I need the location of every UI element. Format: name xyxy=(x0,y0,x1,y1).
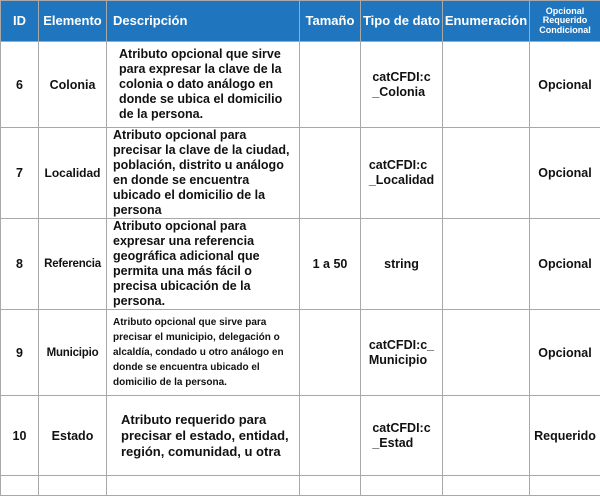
table-row xyxy=(1,128,600,219)
row-elemento: Referencia xyxy=(39,219,107,310)
row-tipo-line2: _Estad xyxy=(372,436,413,450)
row-elemento: Localidad xyxy=(39,128,107,219)
row-tamano xyxy=(300,396,361,476)
row-elemento: Colonia xyxy=(39,42,107,128)
row-descripcion-text: Atributo opcional que sirve para expresar la clave de la colonia o dato análogo en donde se ubica el domicilio de la persona. xyxy=(119,47,293,122)
header-enumeracion: Enumeración xyxy=(443,1,530,42)
row-tipo-line2: Municipio xyxy=(369,353,427,367)
row-tipo-line1: catCFDI:c_ xyxy=(369,338,434,352)
row-id: 10 xyxy=(1,396,39,476)
row-tamano xyxy=(300,42,361,128)
header-opcional-line3: Condicional xyxy=(530,26,600,35)
row-enumeracion xyxy=(443,128,530,219)
header-tipo: Tipo de dato xyxy=(361,1,443,42)
row-requerido: Opcional xyxy=(530,128,600,219)
row-tipo-line1: catCFDI:c xyxy=(369,158,427,172)
table-row xyxy=(1,310,600,396)
header-tamano: Tamaño xyxy=(300,1,361,42)
table-row-partial xyxy=(1,476,600,496)
header-opcional xyxy=(530,1,600,42)
row-requerido: Opcional xyxy=(530,310,600,396)
table-row xyxy=(1,396,600,476)
row-enumeracion xyxy=(443,310,530,396)
row-tipo xyxy=(361,219,443,310)
row-tipo-line1: catCFDI:c xyxy=(372,421,430,435)
row-tamano: 1 a 50 xyxy=(300,219,361,310)
row-id: 6 xyxy=(1,42,39,128)
row-descripcion-text: Atributo requerido para precisar el estado, entidad, región, comunidad, u otra xyxy=(121,412,293,460)
row-tamano xyxy=(300,128,361,219)
row-tamano xyxy=(300,310,361,396)
row-elemento: Municipio xyxy=(39,310,107,396)
row-tipo xyxy=(361,128,443,219)
row-descripcion xyxy=(107,396,300,476)
row-id: 8 xyxy=(1,219,39,310)
row-elemento: Estado xyxy=(39,396,107,476)
row-tipo-line2: _Colonia xyxy=(372,85,425,99)
row-requerido: Requerido xyxy=(530,396,600,476)
header-id: ID xyxy=(1,1,39,42)
row-descripcion-text: Atributo opcional que sirve para precisar el municipio, delegación o alcaldía, condado u otro análogo en donde se encuentra ubicado el domicilio de la persona. xyxy=(113,315,293,390)
header-row xyxy=(1,1,600,42)
row-enumeracion xyxy=(443,396,530,476)
row-requerido: Opcional xyxy=(530,219,600,310)
header-descripcion: Descripción xyxy=(107,1,300,42)
row-tipo-line2: _Localidad xyxy=(369,173,434,187)
header-opcional-line2: Requerido xyxy=(530,16,600,25)
row-tipo xyxy=(361,42,443,128)
row-descripcion xyxy=(107,310,300,396)
row-tipo-line1: catCFDI:c xyxy=(372,70,430,84)
row-descripcion xyxy=(107,128,300,219)
row-id: 9 xyxy=(1,310,39,396)
row-id: 7 xyxy=(1,128,39,219)
header-opcional-line1: Opcional xyxy=(530,7,600,16)
table-row xyxy=(1,219,600,310)
row-tipo xyxy=(361,310,443,396)
row-enumeracion xyxy=(443,42,530,128)
row-descripcion xyxy=(107,42,300,128)
header-elemento: Elemento xyxy=(39,1,107,42)
row-descripcion xyxy=(107,219,300,310)
row-descripcion-text: Atributo opcional para expresar una referencia geográfica adicional que permita una más fácil o precisa ubicación de la persona. xyxy=(113,219,293,309)
table-row xyxy=(1,42,600,128)
row-tipo-line1: string xyxy=(384,257,419,271)
row-descripcion-text: Atributo opcional para precisar la clave de la ciudad, población, distrito u análogo en donde se encuentra ubicado el domicilio de la persona xyxy=(113,128,293,218)
row-tipo xyxy=(361,396,443,476)
row-requerido: Opcional xyxy=(530,42,600,128)
row-enumeracion xyxy=(443,219,530,310)
